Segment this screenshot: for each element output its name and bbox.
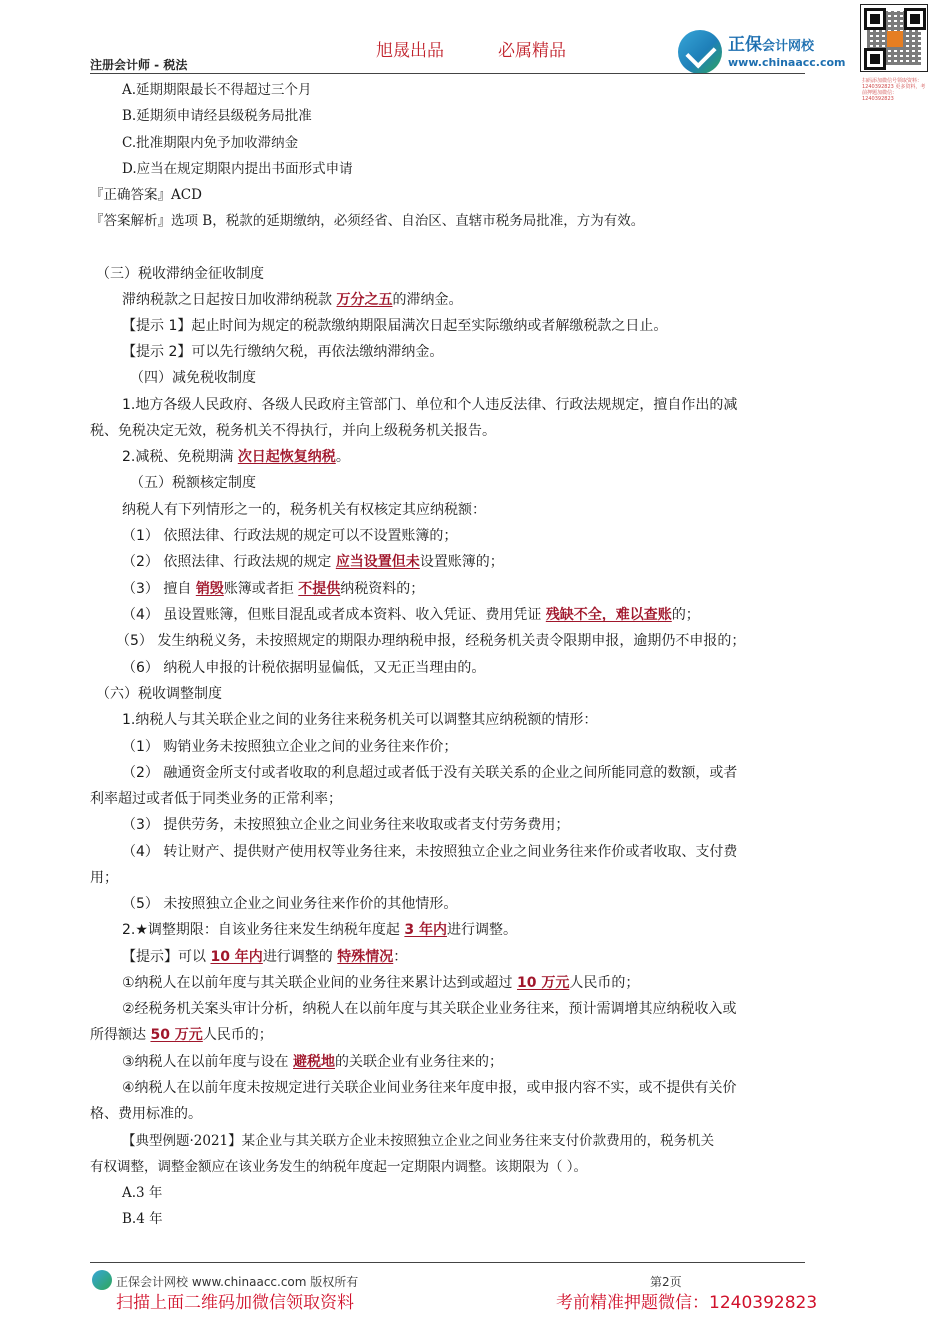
s6-case-2-line1: ②经税务机关案头审计分析，纳税人在以前年度与其关联企业业务往来，预计需调增其应纳税收入或	[122, 1001, 737, 1017]
s6-p1: 1.纳税人与其关联企业之间的业务往来税务机关可以调整其应纳税额的情形：	[122, 712, 598, 728]
s3-tip-2: 【提示 2】可以先行缴纳欠税，再依法缴纳滞纳金。	[122, 344, 444, 360]
promo-left: 扫描上面二维码加微信领取资料	[116, 1293, 354, 1313]
header-divider	[90, 73, 805, 74]
example-option-a: A.3 年	[122, 1185, 163, 1201]
s5-item-5: （5） 发生纳税义务，未按照规定的期限办理纳税申报，经税务机关责令限期申报，逾期仍不申报的；	[116, 633, 746, 649]
option-a: A.延期期限最长不得超过三个月	[122, 82, 312, 98]
example-line1: 【典型例题·2021】某企业与其关联方企业未按照独立企业之间业务往来支付价款费用的，税务机关	[122, 1133, 715, 1149]
s5-item-3: （3） 擅自 销毁账簿或者拒 不提供纳税资料的；	[122, 581, 425, 597]
section-4-title: （四）减免税收制度	[130, 370, 256, 386]
s5-item-1: （1） 依照法律、行政法规的规定可以不设置账簿的；	[122, 528, 458, 544]
s3-paragraph: 滞纳税款之日起按日加收滞纳税款 万分之五的滞纳金。	[122, 292, 463, 308]
s4-p1-line2: 税、免税决定无效，税务机关不得执行，并向上级税务机关报告。	[90, 423, 496, 439]
s6-item-1: （1） 购销业务未按照独立企业之间的业务往来作价；	[122, 739, 458, 755]
analysis: 『答案解析』选项 B，税款的延期缴纳，必须经省、自治区、直辖市税务局批准，方为有效。	[90, 213, 645, 229]
footer-logo-icon	[92, 1270, 112, 1290]
page-number: 第2页	[650, 1275, 682, 1289]
qr-note: 扫码添加微信号领取资料：1240392823 更多资料，考前押题加微信：1240392823	[862, 78, 926, 102]
s3-keyword: 万分之五	[336, 292, 393, 308]
logo-name: 正保会计网校	[728, 35, 815, 55]
s6-case-4-line1: ④纳税人在以前年度未按规定进行关联企业间业务往来年度申报，或申报内容不实，或不提供有关价	[122, 1080, 737, 1096]
s4-keyword: 次日起恢复纳税	[237, 449, 336, 465]
s5-item-6: （6） 纳税人申报的计税依据明显偏低，又无正当理由的。	[122, 660, 486, 676]
s6-item-3: （3） 提供劳务，未按照独立企业之间业务往来收取或者支付劳务费用；	[122, 817, 570, 833]
footer-copyright: 正保会计网校 www.chinaacc.com 版权所有	[116, 1275, 359, 1289]
qr-code-icon	[860, 4, 928, 72]
slogan-left: 旭晟出品	[376, 41, 444, 61]
option-c: C.批准期限内免予加收滞纳金	[122, 135, 299, 151]
s6-item-4-line1: （4） 转让财产、提供财产使用权等业务往来，未按照独立企业之间业务往来作价或者收取、支付费	[122, 844, 738, 860]
s4-p1-line1: 1.地方各级人民政府、各级人民政府主管部门、单位和个人违反法律、行政法规规定，擅自作出的减	[122, 397, 738, 413]
s6-p2: 2.★调整期限：自该业务往来发生纳税年度起 3 年内进行调整。	[122, 922, 517, 938]
s5-item-4: （4） 虽设置账簿，但账目混乱或者成本资料、收入凭证、费用凭证 残缺不全，难以查账的；	[122, 607, 700, 623]
subject-title: 注册会计师 - 税法	[90, 58, 188, 72]
answer: 『正确答案』ACD	[90, 187, 202, 203]
logo-mark-icon	[678, 30, 722, 74]
s4-p2: 2.减税、免税期满 次日起恢复纳税。	[122, 449, 350, 465]
s6-item-4-line2: 用；	[90, 870, 118, 886]
s5-intro: 纳税人有下列情形之一的，税务机关有权核定其应纳税额：	[122, 502, 486, 518]
example-line2: 有权调整，调整金额应在该业务发生的纳税年度起一定期限内调整。该期限为（ ）。	[90, 1159, 588, 1175]
s6-item-5: （5） 未按照独立企业之间业务往来作价的其他情形。	[122, 896, 458, 912]
promo-right: 考前精准押题微信：1240392823	[556, 1293, 818, 1313]
section-6-title: （六）税收调整制度	[96, 686, 222, 702]
brand-logo	[678, 26, 858, 78]
option-b: B.延期须申请经县级税务局批准	[122, 108, 312, 124]
s6-case-2-line2: 所得额达 50 万元人民币的；	[90, 1027, 273, 1043]
example-option-b: B.4 年	[122, 1211, 163, 1227]
s6-case-3: ③纳税人在以前年度与设在 避税地的关联企业有业务往来的；	[122, 1054, 504, 1070]
footer-divider	[90, 1262, 805, 1263]
slogan-right: 必属精品	[498, 41, 566, 61]
s6-tip: 【提示】可以 10 年内进行调整的 特殊情况：	[122, 949, 408, 965]
section-5-title: （五）税额核定制度	[130, 475, 256, 491]
s6-case-4-line2: 格、费用标准的。	[90, 1106, 202, 1122]
option-d: D.应当在规定期限内提出书面形式申请	[122, 161, 353, 177]
s3-tip-1: 【提示 1】起止时间为规定的税款缴纳期限届满次日起至实际缴纳或者解缴税款之日止。	[122, 318, 668, 334]
s6-item-2-line1: （2） 融通资金所支付或者收取的利息超过或者低于没有关联关系的企业之间所能同意的数额，或者	[122, 765, 738, 781]
section-3-title: （三）税收滞纳金征收制度	[96, 266, 264, 282]
s6-case-1: ①纳税人在以前年度与其关联企业间的业务往来累计达到或超过 10 万元人民币的；	[122, 975, 640, 991]
s6-item-2-line2: 利率超过或者低于同类业务的正常利率；	[90, 791, 342, 807]
logo-url: www.chinaacc.com	[728, 56, 846, 69]
s5-item-2: （2） 依照法律、行政法规的规定 应当设置但未设置账簿的；	[122, 554, 504, 570]
